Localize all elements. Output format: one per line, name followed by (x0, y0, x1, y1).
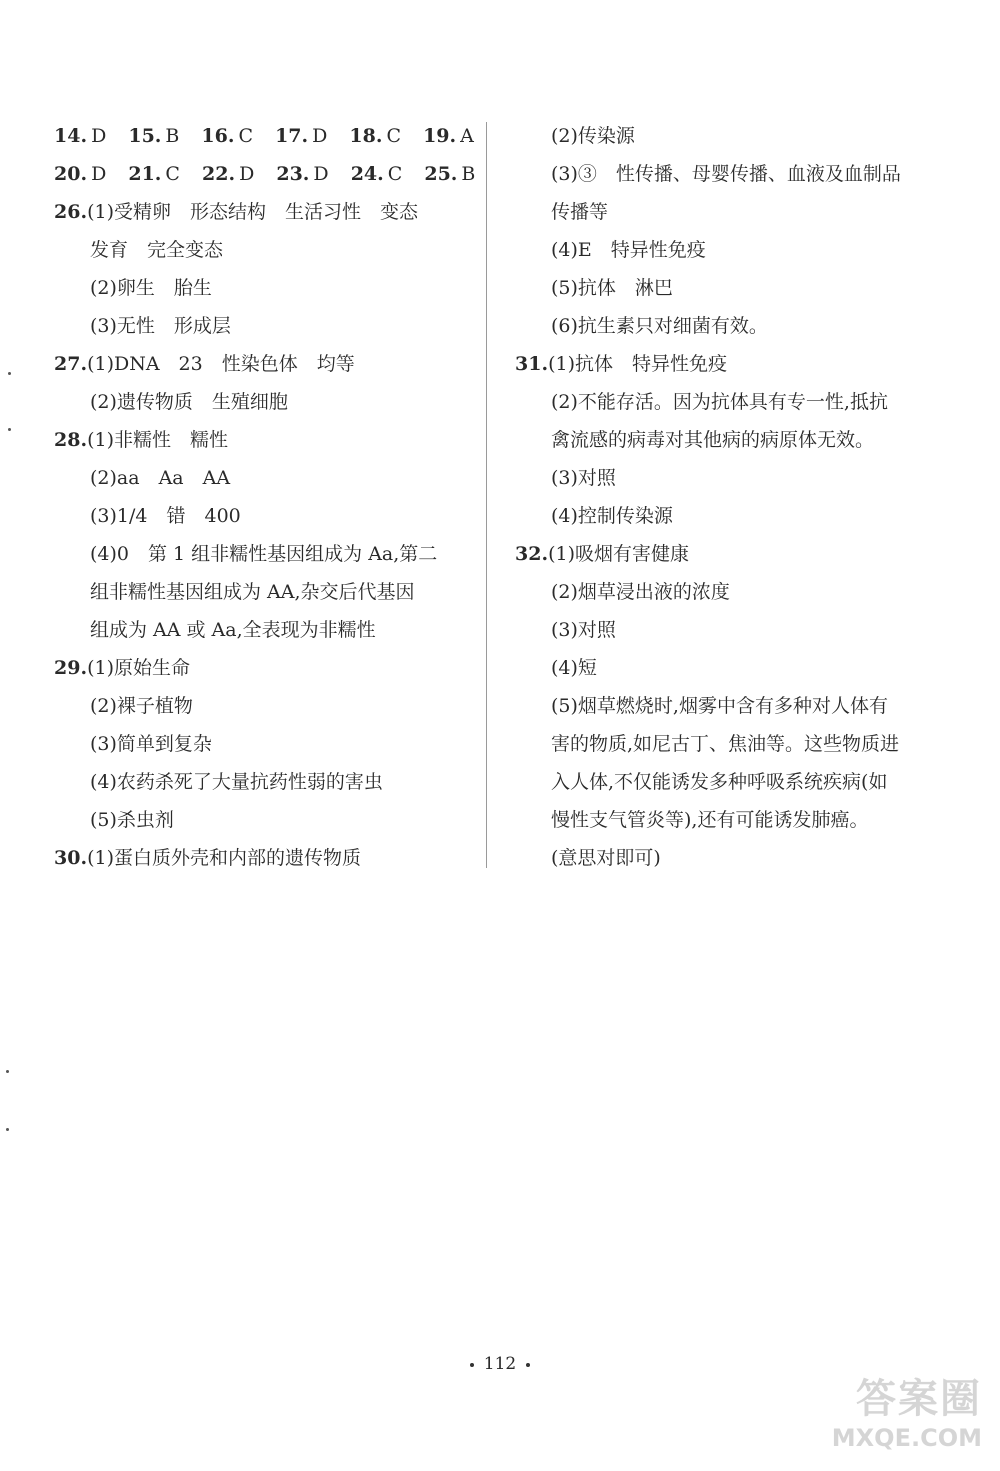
site-watermark-logo (792, 1367, 982, 1457)
answer-line: (2)烟草浸出液的浓度 (551, 581, 730, 603)
answer-line: 组非糯性基因组成为 AA,杂交后代基因 (90, 581, 415, 603)
mc-answer-22: 22. D (202, 163, 255, 185)
answer-text: (1)蛋白质外壳和内部的遗传物质 (87, 847, 361, 869)
answer-line: (5)抗体 淋巴 (551, 277, 673, 299)
answer-line (54, 193, 474, 231)
answer-line: (意思对即可) (551, 847, 661, 869)
answer-line: (4)0 第 1 组非糯性基因组成为 Aa,第二 (90, 543, 438, 565)
answer-line (54, 345, 474, 383)
answer-text: (1)非糯性 糯性 (87, 429, 228, 451)
answer-line: (3)对照 (551, 619, 616, 641)
mc-answer-19: 19. A (423, 125, 474, 147)
answer-line: (3)③ 性传播、母婴传播、血液及血制品 (551, 163, 901, 185)
mc-answer-14: 14. D (54, 125, 107, 147)
answer-line: (2)传染源 (551, 125, 635, 147)
mc-answer-20: 20. D (54, 163, 107, 185)
answer-line: (2)aa Aa AA (90, 467, 231, 489)
answer-line: (3)简单到复杂 (90, 733, 212, 755)
question-number: 29. (54, 657, 88, 679)
answer-line: 发育 完全变态 (90, 239, 224, 261)
answer-line: (2)裸子植物 (90, 695, 193, 717)
answer-line (515, 345, 905, 383)
answer-line: (5)杀虫剂 (90, 809, 174, 831)
answer-line: (4)农药杀死了大量抗药性弱的害虫 (90, 771, 383, 793)
scan-speck (6, 1070, 9, 1073)
answer-line: (4)控制传染源 (551, 505, 673, 527)
question-number: 30. (54, 847, 88, 869)
answer-line: (2)不能存活。因为抗体具有专一性,抵抗 (551, 391, 888, 413)
question-30 (54, 839, 474, 877)
left-column (54, 117, 474, 877)
mc-answer-23: 23. D (276, 163, 329, 185)
question-27 (54, 345, 474, 421)
question-number: 31. (515, 353, 549, 375)
answer-line: (4)E 特异性免疫 (551, 239, 706, 261)
question-31 (515, 345, 905, 535)
answer-line: (2)卵生 胎生 (90, 277, 212, 299)
mc-answer-16: 16. C (201, 125, 254, 147)
scan-speck (8, 428, 11, 431)
right-column (515, 117, 905, 877)
question-number: 27. (54, 353, 88, 375)
column-divider (486, 122, 487, 868)
mc-answer-18: 18. C (349, 125, 402, 147)
answer-text: (1)受精卵 形态结构 生活习性 变态 (87, 201, 418, 223)
answer-line: (6)抗生素只对细菌有效。 (551, 315, 768, 337)
mc-answer-21: 21. C (128, 163, 180, 185)
answer-line: 禽流感的病毒对其他病的病原体无效。 (551, 429, 875, 451)
answer-line: (3)1/4 错 400 (90, 505, 241, 527)
answer-line (54, 649, 474, 687)
answer-text: (1)DNA 23 性染色体 均等 (87, 353, 355, 375)
answer-line: 入人体,不仅能诱发多种呼吸系统疾病(如 (551, 771, 888, 793)
question-number: 28. (54, 429, 88, 451)
watermark-logo-text: 答案圈 (856, 1376, 982, 1422)
answer-line: 组成为 AA 或 Aa,全表现为非糯性 (90, 619, 376, 641)
question-26 (54, 193, 474, 345)
mc-answer-17: 17. D (275, 125, 328, 147)
answer-text: (1)吸烟有害健康 (548, 543, 689, 565)
answer-line: 慢性支气管炎等),还有可能诱发肺癌。 (551, 809, 869, 831)
answer-line (54, 421, 474, 459)
answer-line: 害的物质,如尼古丁、焦油等。这些物质进 (551, 733, 900, 755)
question-32 (515, 535, 905, 877)
answer-line: (5)烟草燃烧时,烟雾中含有多种对人体有 (551, 695, 888, 717)
mc-answer-15: 15. B (128, 125, 180, 147)
mc-answers-row-2 (54, 155, 474, 193)
scan-speck (8, 372, 11, 375)
answer-line (515, 535, 905, 573)
page-number: 112 (483, 1354, 517, 1374)
answer-text: (1)原始生命 (87, 657, 190, 679)
question-29 (54, 649, 474, 839)
answer-line: (2)遗传物质 生殖细胞 (90, 391, 288, 413)
answer-line: (3)无性 形成层 (90, 315, 231, 337)
bullet-dot-icon (470, 1363, 474, 1367)
answer-line (54, 839, 474, 877)
answer-line: (3)对照 (551, 467, 616, 489)
answer-text: (1)抗体 特异性免疫 (548, 353, 727, 375)
mc-answer-25: 25. B (424, 163, 476, 185)
answer-line: 传播等 (551, 201, 609, 223)
bullet-dot-icon (526, 1363, 530, 1367)
question-30-continued (515, 117, 905, 345)
question-number: 32. (515, 543, 549, 565)
question-number: 26. (54, 201, 88, 223)
question-28 (54, 421, 474, 649)
answer-line: (4)短 (551, 657, 597, 679)
mc-answers-row-1 (54, 117, 474, 155)
watermark-domain: MXQE.COM (831, 1424, 982, 1452)
scan-speck (6, 1128, 9, 1131)
mc-answer-24: 24. C (350, 163, 403, 185)
